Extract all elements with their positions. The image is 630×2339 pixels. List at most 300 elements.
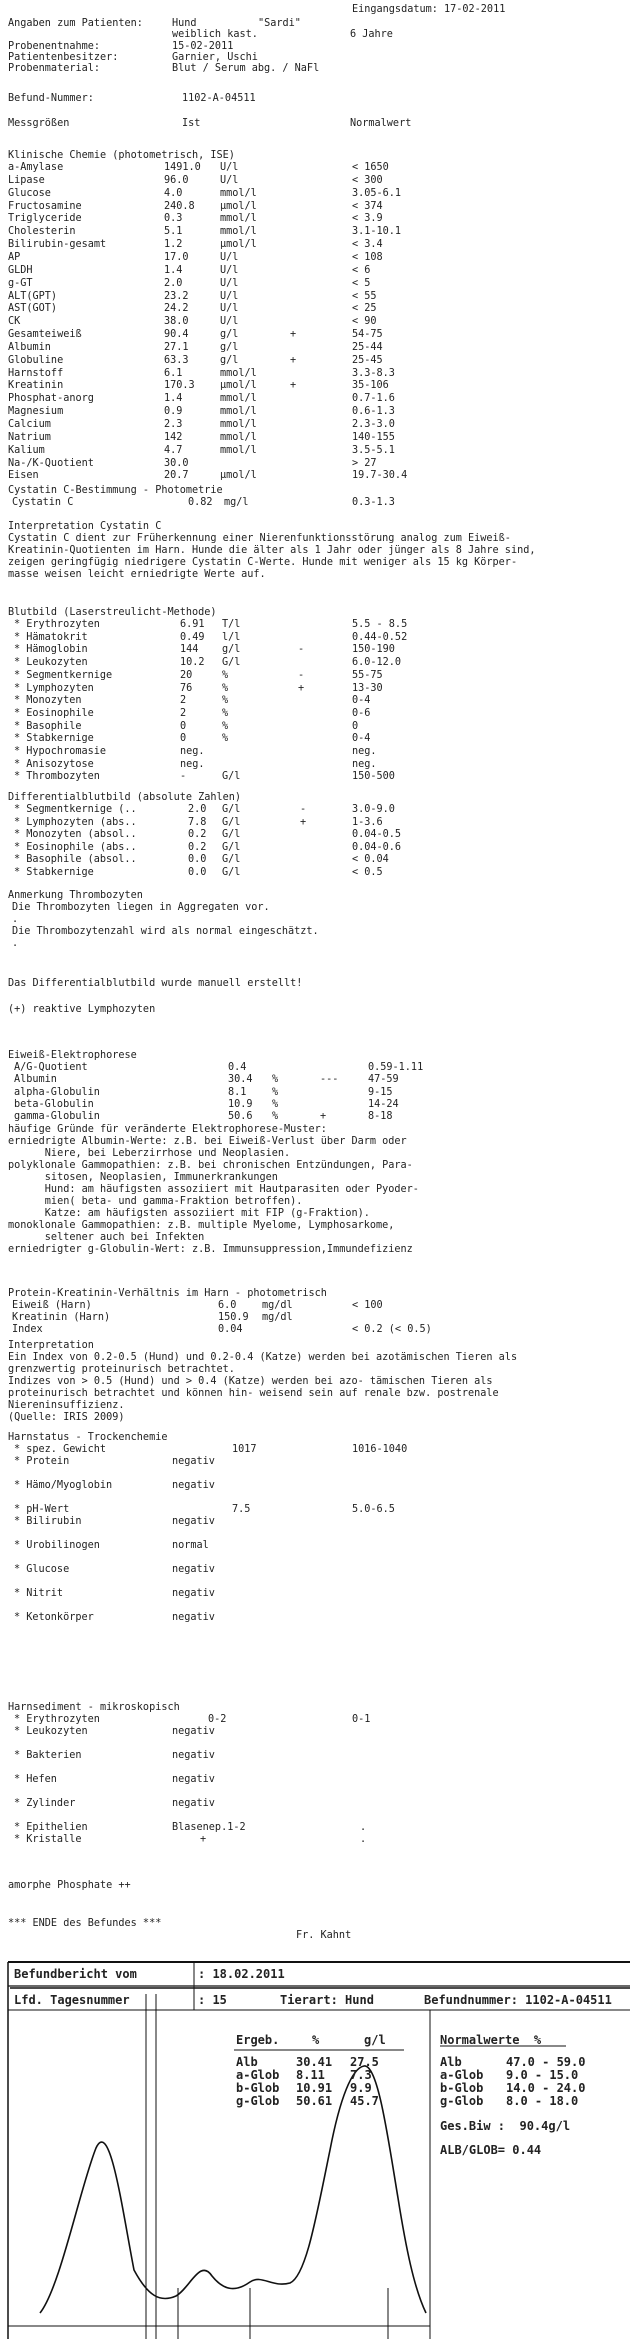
row-normal: 13-30 — [352, 682, 383, 694]
row-label: * Lymphozyten (abs.. — [14, 816, 137, 828]
row-value: - — [180, 771, 187, 783]
row-unit: U/l — [220, 316, 239, 328]
row-unit: G/l — [222, 854, 241, 865]
pkv-interp-title: Interpretation — [8, 1340, 94, 1351]
row-label: * Lymphozyten — [14, 682, 94, 694]
row-unit: mmol/l — [220, 367, 257, 379]
row-flag: - — [298, 644, 305, 656]
electrophoresis-report — [0, 1958, 630, 2339]
row-label: * Segmentkernige — [14, 669, 113, 681]
row-normal: 9-15 — [368, 1086, 393, 1098]
row-value: 0.2 — [188, 829, 207, 840]
lfd-value: : 15 — [198, 1993, 227, 2007]
row-flag: + — [298, 682, 305, 694]
sediment-value: Blasenep.1-2 — [172, 1822, 246, 1833]
row-value: 0.9 — [164, 406, 183, 418]
row-unit: % — [272, 1086, 279, 1098]
row-label: A/G-Quotient — [14, 1062, 88, 1073]
harnstatus-label: * Ketonkörper — [14, 1612, 94, 1623]
row-label: * Erythrozyten — [14, 619, 100, 630]
report-row-label: b-Glob — [236, 2081, 280, 2095]
row-normal: < 0.5 — [352, 866, 383, 878]
section-title-blutbild: Blutbild (Laserstreulicht-Methode) — [8, 607, 217, 618]
section-title-differential: Differentialblutbild (absolute Zahlen) — [8, 792, 242, 803]
elektrophorese-note-line: sitosen, Neoplasien, Immunerkrankungen — [8, 1172, 278, 1183]
row-normal: neg. — [352, 746, 377, 757]
elektrophorese-note-line: häufige Gründe für veränderte Elektrophorese-Muster: — [8, 1124, 327, 1135]
patient-age: 6 Jahre — [350, 29, 393, 40]
row-value: 2 — [180, 695, 187, 707]
row-label: Fructosamine — [8, 200, 82, 212]
row-label: * Basophile (absol.. — [14, 854, 137, 865]
sediment-label: * Zylinder — [14, 1798, 76, 1809]
sediment-value: 0-2 — [208, 1714, 227, 1725]
row-normal: 0.59-1.11 — [368, 1062, 424, 1073]
row-normal: 8-18 — [368, 1111, 393, 1123]
pkv-interp-line: (Quelle: IRIS 2009) — [8, 1412, 125, 1423]
sediment-normal: . — [360, 1822, 367, 1833]
row-unit: U/l — [220, 251, 239, 263]
row-normal: 35-106 — [352, 380, 389, 392]
row-unit: µmol/l — [220, 239, 257, 251]
row-label: g-GT — [8, 277, 33, 289]
row-normal: 0.04-0.5 — [352, 829, 402, 840]
row-unit: G/l — [222, 771, 241, 783]
row-label: ALT(GPT) — [8, 290, 58, 302]
report-row-pct: 50.61 — [296, 2094, 333, 2108]
col-ergeb: Ergeb. — [236, 2033, 280, 2047]
report-row-gl: 45.7 — [350, 2094, 379, 2108]
row-unit: mmol/l — [220, 406, 257, 418]
row-unit: % — [222, 707, 229, 719]
row-label: Triglyceride — [8, 213, 82, 225]
befund-label: Befund-Nummer: — [8, 93, 94, 104]
patient-name: "Sardi" — [258, 18, 301, 29]
harnstatus-label: * spez. Gewicht — [14, 1444, 107, 1455]
row-value: 63.3 — [164, 354, 189, 366]
row-normal: 14-24 — [368, 1098, 399, 1110]
section-title-cystatin: Cystatin C-Bestimmung - Photometrie — [8, 485, 223, 496]
row-label: * Thrombozyten — [14, 771, 100, 783]
befundbericht-label: Befundbericht vom — [14, 1967, 137, 1981]
befund-value: 1102-A-04511 — [182, 93, 256, 104]
section-title-pkv: Protein-Kreatinin-Verhältnis im Harn - photometrisch — [8, 1288, 327, 1299]
sediment-value: negativ — [172, 1798, 215, 1809]
row-label: * Hämatokrit — [14, 631, 88, 643]
harnstatus-label: * Urobilinogen — [14, 1540, 100, 1551]
row-value: 38.0 — [164, 316, 189, 328]
elektrophorese-note-line: seltener auch bei Infekten — [8, 1232, 205, 1243]
probenentnahme-label: Probenentnahme: — [8, 41, 101, 52]
harnstatus-label: * Nitrit — [14, 1588, 64, 1599]
row-label: * Monozyten (absol.. — [14, 829, 137, 840]
report-row-label: a-Glob — [236, 2068, 280, 2082]
row-unit: µmol/l — [220, 380, 257, 392]
report-normal-label: a-Glob — [440, 2068, 484, 2082]
sediment-value: + — [200, 1834, 207, 1845]
harnstatus-label: * Protein — [14, 1456, 70, 1467]
row-value: 240.8 — [164, 200, 195, 212]
ende-note: *** ENDE des Befundes *** — [8, 1918, 162, 1929]
cystatin-interp-title: Interpretation Cystatin C — [8, 521, 162, 532]
row-label: * Monozyten — [14, 695, 82, 707]
row-unit: % — [222, 733, 229, 745]
row-label: CK — [8, 316, 21, 328]
row-value: 0.4 — [228, 1062, 247, 1073]
cystatin-unit: mg/l — [224, 497, 249, 508]
row-normal: < 3.9 — [352, 213, 383, 225]
row-value: 8.1 — [228, 1086, 247, 1098]
row-label: Calcium — [8, 419, 51, 430]
row-normal: 3.05-6.1 — [352, 187, 402, 199]
row-unit: l/l — [222, 631, 241, 643]
row-label: * Leukozyten — [14, 657, 88, 669]
row-value: 4.7 — [164, 444, 183, 456]
row-value: 2.0 — [188, 804, 207, 815]
row-unit: % — [222, 682, 229, 694]
row-label: * Eosinophile (abs.. — [14, 841, 137, 853]
row-unit: G/l — [222, 866, 241, 878]
row-unit: T/l — [222, 619, 241, 630]
material-value: Blut / Serum abg. / NaFl — [172, 63, 320, 74]
besitzer-label: Patientenbesitzer: — [8, 52, 119, 63]
row-unit: G/l — [222, 804, 241, 815]
row-unit: mmol/l — [220, 393, 257, 405]
row-unit: mmol/l — [220, 419, 257, 430]
befundnummer: Befundnummer: 1102-A-04511 — [424, 1993, 612, 2007]
col-messgroessen: Messgrößen — [8, 118, 70, 129]
report-normal-label: g-Glob — [440, 2094, 484, 2108]
eingangsdatum: Eingangsdatum: 17-02-2011 — [352, 4, 506, 15]
row-value: 4.0 — [164, 187, 183, 199]
row-unit: U/l — [220, 277, 239, 289]
row-label: GLDH — [8, 264, 33, 276]
row-label: AST(GOT) — [8, 303, 58, 315]
alb-glob: ALB/GLOB= 0.44 — [440, 2143, 542, 2157]
row-value: 27.1 — [164, 341, 189, 353]
row-normal: < 0.04 — [352, 854, 389, 865]
row-normal: 47-59 — [368, 1074, 399, 1086]
row-unit: G/l — [222, 829, 241, 840]
row-label: * Stabkernige — [14, 733, 94, 745]
row-unit: mg/dl — [262, 1300, 293, 1311]
row-label: Albumin — [8, 341, 51, 353]
harnstatus-value: negativ — [172, 1612, 215, 1623]
sediment-normal: . — [360, 1834, 367, 1845]
probenentnahme-value: 15-02-2011 — [172, 41, 234, 52]
cystatin-label: Cystatin C — [12, 497, 74, 508]
row-label: Lipase — [8, 174, 45, 186]
row-label: Kreatinin — [8, 380, 64, 392]
row-normal: 0.04-0.6 — [352, 841, 402, 853]
row-label: Phosphat-anorg — [8, 393, 94, 405]
row-flag: + — [290, 329, 297, 341]
harnstatus-value: normal — [172, 1540, 209, 1551]
row-label: * Stabkernige — [14, 866, 94, 878]
row-label: * Eosinophile — [14, 707, 94, 719]
pkv-interp-line: Indizes von > 0.5 (Hund) und > 0.4 (Katze) werden bei azo- tämischen Tieren als — [8, 1376, 493, 1387]
cystatin-interp-line: Kreatinin-Quotienten im Harn. Hunde die älter als 1 Jahr oder jünger als 8 Jahre sind, — [8, 545, 536, 556]
row-value: 0 — [180, 733, 187, 745]
harnstatus-value: negativ — [172, 1588, 215, 1599]
row-value: 2 — [180, 707, 187, 719]
anmerkung-line-4: . — [12, 938, 19, 949]
row-value: 1.4 — [164, 264, 183, 276]
row-normal: 54-75 — [352, 329, 383, 341]
row-value: 7.8 — [188, 816, 207, 828]
row-label: * Hypochromasie — [14, 746, 107, 757]
row-normal: < 374 — [352, 200, 383, 212]
row-normal: < 25 — [352, 303, 377, 315]
harnstatus-label: * Hämo/Myoglobin — [14, 1480, 113, 1491]
col-normalwerte: Normalwerte % — [440, 2033, 542, 2047]
anmerkung-title: Anmerkung Thrombozyten — [8, 890, 143, 901]
harnstatus-label: * Glucose — [14, 1564, 70, 1575]
col-ist: Ist — [182, 118, 201, 129]
section-title-klinische-chemie: Klinische Chemie (photometrisch, ISE) — [8, 150, 235, 161]
row-label: Gesamteiweiß — [8, 329, 82, 341]
row-normal: 0.6-1.3 — [352, 406, 395, 418]
report-row-label: Alb — [236, 2055, 258, 2069]
row-unit: U/l — [220, 174, 239, 186]
row-value: 30.4 — [228, 1074, 253, 1086]
row-normal: < 1650 — [352, 162, 389, 173]
row-label: * Hämoglobin — [14, 644, 88, 656]
row-value: 2.3 — [164, 419, 183, 430]
row-label: Bilirubin-gesamt — [8, 239, 107, 251]
row-normal: 0.44-0.52 — [352, 631, 408, 643]
row-normal: < 3.4 — [352, 239, 383, 251]
row-unit: % — [272, 1111, 279, 1123]
row-unit: U/l — [220, 303, 239, 315]
row-unit: µmol/l — [220, 470, 257, 482]
row-label: AP — [8, 251, 21, 263]
row-unit: g/l — [222, 644, 241, 656]
row-normal: 140-155 — [352, 431, 395, 443]
row-value: 6.91 — [180, 619, 205, 630]
report-normal-range: 9.0 - 15.0 — [506, 2068, 579, 2082]
tierart: Tierart: Hund — [280, 1993, 374, 2007]
row-flag: - — [298, 669, 305, 681]
harnstatus-value: negativ — [172, 1456, 215, 1467]
row-normal: < 108 — [352, 251, 383, 263]
anmerkung-line-2: . — [12, 914, 19, 925]
elektrophorese-note-line: Katze: am häufigsten assoziiert mit FIP (g-Fraktion). — [8, 1208, 370, 1219]
row-flag: - — [300, 804, 307, 815]
col-gl: g/l — [364, 2033, 386, 2047]
row-label: Eiweiß (Harn) — [12, 1300, 92, 1311]
row-unit: g/l — [220, 329, 239, 341]
row-value: 24.2 — [164, 303, 189, 315]
section-title-sediment: Harnsediment - mikroskopisch — [8, 1702, 180, 1713]
elektrophorese-note-line: monoklonale Gammopathien: z.B. multiple Myelome, Lymphosarkome, — [8, 1220, 395, 1231]
row-label: beta-Globulin — [14, 1098, 94, 1110]
row-normal: 0-4 — [352, 733, 371, 745]
harnstatus-value: negativ — [172, 1564, 215, 1575]
row-flag: + — [290, 380, 297, 392]
row-normal: 6.0-12.0 — [352, 657, 402, 669]
cystatin-interp-line: zeigen geringfügig niedrigere Cystatin C-Werte. Hunde mit weniger als 15 kg Körper- — [8, 557, 518, 568]
row-value: 0.0 — [188, 866, 207, 878]
row-label: * Anisozytose — [14, 758, 94, 770]
row-flag: + — [290, 354, 297, 366]
harnstatus-value: negativ — [172, 1516, 215, 1527]
sediment-label: * Erythrozyten — [14, 1714, 100, 1725]
harnstatus-label: * Bilirubin — [14, 1516, 82, 1527]
row-value: 30.0 — [164, 457, 189, 469]
report-normal-range: 47.0 - 59.0 — [506, 2055, 586, 2069]
cystatin-value: 0.82 — [188, 497, 213, 508]
lfd-label: Lfd. Tagesnummer — [14, 1993, 130, 2007]
row-flag: + — [320, 1111, 327, 1123]
row-label: Kalium — [8, 444, 45, 456]
anmerkung-line-3: Die Thrombozytenzahl wird als normal eingeschätzt. — [12, 926, 319, 937]
cystatin-normal: 0.3-1.3 — [352, 497, 395, 508]
row-normal: 3.0-9.0 — [352, 804, 395, 815]
row-value: 10.2 — [180, 657, 205, 669]
sediment-label: * Leukozyten — [14, 1726, 88, 1737]
harnstatus-value: 1017 — [232, 1444, 257, 1455]
sediment-label: * Hefen — [14, 1774, 57, 1785]
row-unit: g/l — [220, 341, 239, 353]
row-label: Na-/K-Quotient — [8, 457, 94, 469]
row-value: 0.2 — [188, 841, 207, 853]
material-label: Probenmaterial: — [8, 63, 101, 74]
row-normal: 3.5-5.1 — [352, 444, 395, 456]
row-value: 0 — [180, 720, 187, 732]
row-normal: < 6 — [352, 264, 371, 276]
row-value: 170.3 — [164, 380, 195, 392]
row-value: 144 — [180, 644, 199, 656]
row-value: 76 — [180, 682, 193, 694]
row-label: * Segmentkernige (.. — [14, 804, 137, 815]
row-label: * Basophile — [14, 720, 82, 732]
row-value: 23.2 — [164, 290, 189, 302]
report-row-gl: 9.9 — [350, 2081, 372, 2095]
row-normal: > 27 — [352, 457, 377, 469]
row-value: 0.0 — [188, 854, 207, 865]
row-value: neg. — [180, 758, 205, 770]
manuell-note: Das Differentialblutbild wurde manuell erstellt! — [8, 978, 303, 989]
row-label: a-Amylase — [8, 162, 64, 173]
row-label: Eisen — [8, 470, 39, 482]
pkv-interp-line: Ein Index von 0.2-0.5 (Hund) und 0.2-0.4 (Katze) werden bei azotämischen Tieren als — [8, 1352, 518, 1363]
row-unit: U/l — [220, 162, 239, 173]
row-value: 10.9 — [228, 1098, 253, 1110]
row-label: Harnstoff — [8, 367, 64, 379]
befundbericht-date: : 18.02.2011 — [198, 1967, 285, 1981]
row-unit: G/l — [222, 657, 241, 669]
row-normal: 0 — [352, 720, 359, 732]
row-unit: mmol/l — [220, 431, 257, 443]
report-normal-range: 14.0 - 24.0 — [506, 2081, 586, 2095]
sediment-label: * Bakterien — [14, 1750, 82, 1761]
row-normal: < 300 — [352, 174, 383, 186]
row-value: 150.9 — [218, 1312, 249, 1323]
row-normal: < 55 — [352, 290, 377, 302]
row-flag: --- — [320, 1074, 339, 1086]
elektrophorese-note-line: Hund: am häufigsten assoziiert mit Hautparasiten oder Pyoder- — [8, 1184, 419, 1195]
elektrophorese-note-line: erniedrigte Albumin-Werte: z.B. bei Eiweiß-Verlust über Darm oder — [8, 1136, 407, 1147]
row-label: Glucose — [8, 187, 51, 199]
elektrophorese-note-line: mien( beta- und gamma-Fraktion betroffen). — [8, 1196, 303, 1207]
row-normal: 0-4 — [352, 695, 371, 707]
row-value: 20 — [180, 669, 193, 681]
row-normal: < 0.2 (< 0.5) — [352, 1324, 432, 1335]
row-label: gamma-Globulin — [14, 1111, 100, 1123]
row-normal: 150-500 — [352, 771, 395, 783]
report-normal-label: b-Glob — [440, 2081, 484, 2095]
besitzer-value: Garnier, Uschi — [172, 52, 258, 63]
pkv-interp-line: Niereninsuffizienz. — [8, 1400, 125, 1411]
row-normal: 19.7-30.4 — [352, 470, 408, 482]
row-label: Magnesium — [8, 406, 64, 418]
row-unit: mmol/l — [220, 187, 257, 199]
sediment-value: negativ — [172, 1774, 215, 1785]
row-normal: neg. — [352, 758, 377, 770]
row-value: 1.2 — [164, 239, 183, 251]
row-unit: % — [272, 1098, 279, 1110]
row-value: 0.3 — [164, 213, 183, 225]
row-unit: U/l — [220, 290, 239, 302]
row-label: Kreatinin (Harn) — [12, 1312, 111, 1323]
report-normal-label: Alb — [440, 2055, 462, 2069]
row-normal: < 90 — [352, 316, 377, 328]
row-value: 1491.0 — [164, 162, 201, 173]
report-normal-range: 8.0 - 18.0 — [506, 2094, 579, 2108]
row-value: 90.4 — [164, 329, 189, 341]
row-value: 20.7 — [164, 470, 189, 482]
row-unit: mmol/l — [220, 444, 257, 456]
row-normal: 0.7-1.6 — [352, 393, 395, 405]
sediment-label: * Kristalle — [14, 1834, 82, 1845]
row-unit: % — [222, 669, 229, 681]
reaktiv-note: (+) reaktive Lymphozyten — [8, 1004, 156, 1015]
cystatin-interp-line: masse weisen leicht erniedrigte Werte auf. — [8, 569, 266, 580]
sediment-value: negativ — [172, 1750, 215, 1761]
row-normal: 3.3-8.3 — [352, 367, 395, 379]
report-row-pct: 8.11 — [296, 2068, 325, 2082]
row-normal: 2.3-3.0 — [352, 419, 395, 430]
row-value: 5.1 — [164, 226, 183, 238]
row-unit: % — [222, 695, 229, 707]
row-value: 1.4 — [164, 393, 183, 405]
elektrophorese-note-line: polyklonale Gammopathien: z.B. bei chronischen Entzündungen, Para- — [8, 1160, 413, 1171]
harnstatus-label: * pH-Wert — [14, 1504, 70, 1515]
row-value: 6.0 — [218, 1300, 237, 1311]
row-normal: 0-6 — [352, 707, 371, 719]
report-row-pct: 10.91 — [296, 2081, 333, 2095]
section-title-harnstatus: Harnstatus - Trockenchemie — [8, 1432, 168, 1443]
row-unit: g/l — [220, 354, 239, 366]
row-normal: < 5 — [352, 277, 371, 289]
row-value: 50.6 — [228, 1111, 253, 1123]
col-normalwert: Normalwert — [350, 118, 412, 129]
phosphate-note: amorphe Phosphate ++ — [8, 1880, 131, 1891]
section-title-elektrophorese: Eiweiß-Elektrophorese — [8, 1050, 137, 1061]
row-value: 0.49 — [180, 631, 205, 643]
row-unit: G/l — [222, 841, 241, 853]
row-label: alpha-Globulin — [14, 1086, 100, 1098]
row-unit: µmol/l — [220, 200, 257, 212]
row-unit: U/l — [220, 264, 239, 276]
harnstatus-normal: 5.0-6.5 — [352, 1504, 395, 1515]
row-unit: mmol/l — [220, 213, 257, 225]
row-unit: % — [222, 720, 229, 732]
row-normal: 25-45 — [352, 354, 383, 366]
elektrophorese-note-line: Niere, bei Leberzirrhose und Neoplasien. — [8, 1148, 291, 1159]
row-normal: 55-75 — [352, 669, 383, 681]
